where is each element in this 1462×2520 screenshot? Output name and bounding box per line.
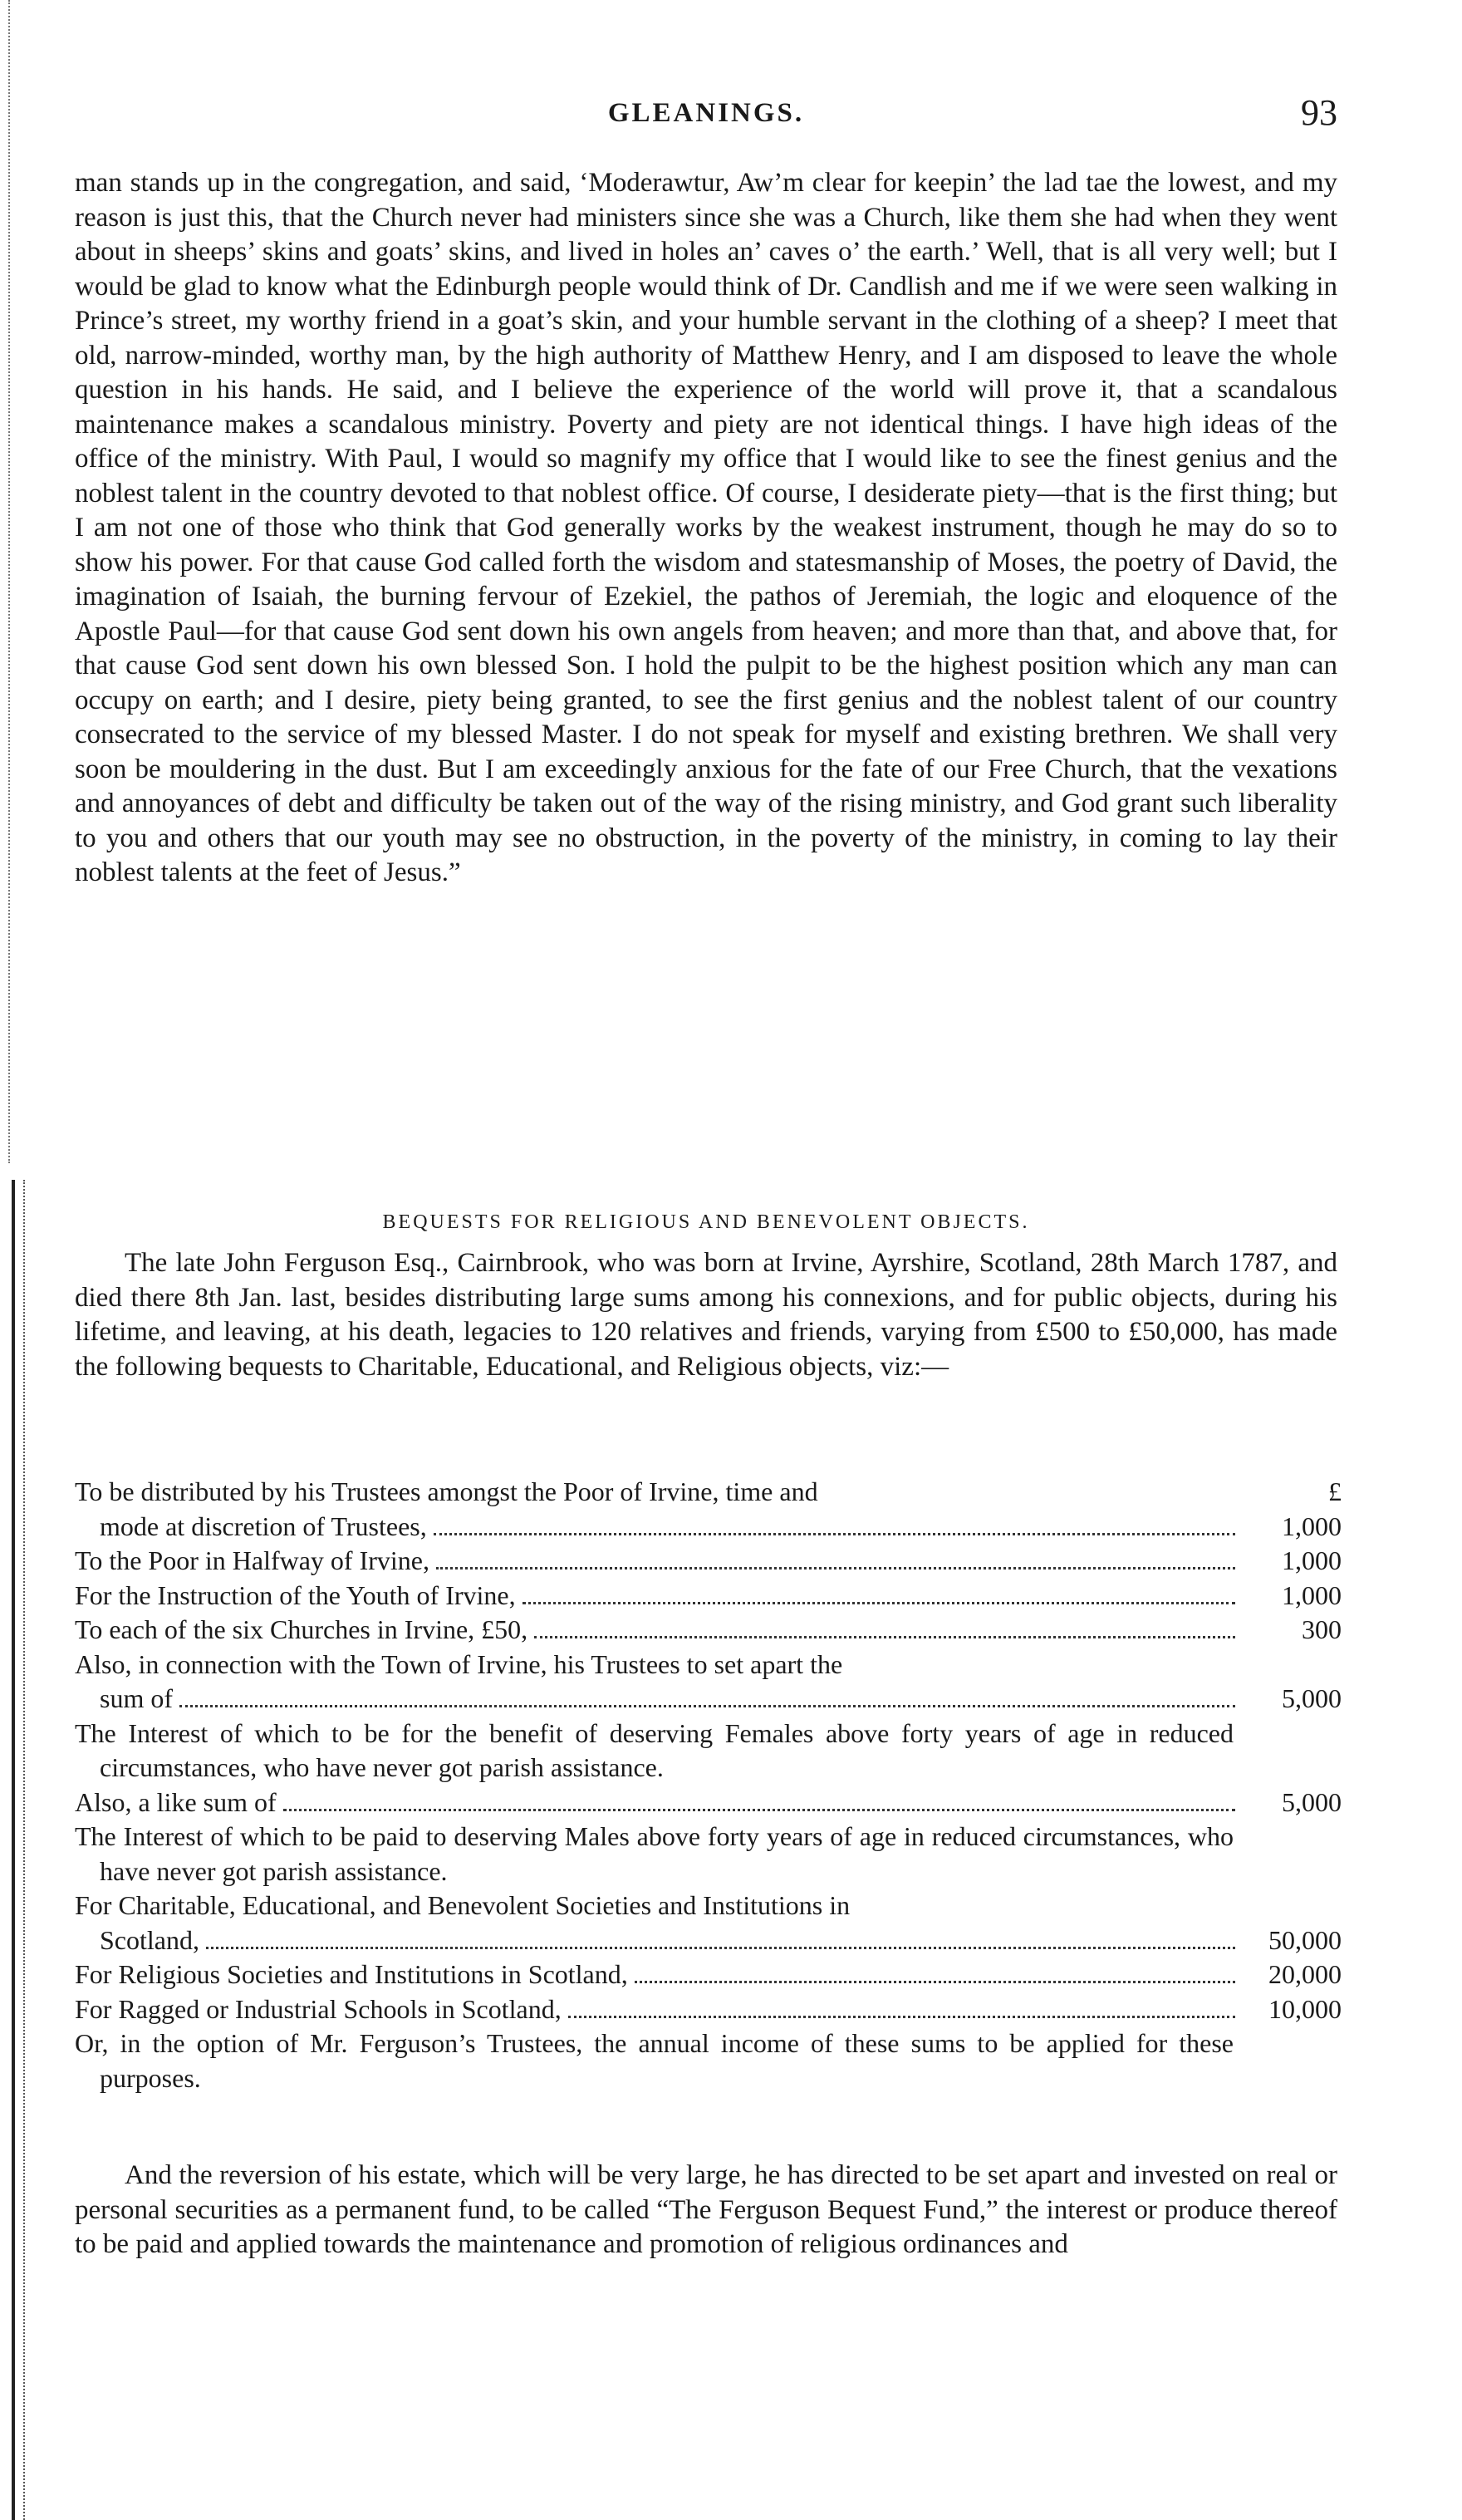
bequest-item bbox=[75, 1786, 1342, 1820]
bequest-text: For Charitable, Educational, and Benevolent Societies and Institutions in bbox=[75, 1890, 851, 1920]
bequest-item bbox=[75, 1613, 1342, 1648]
leader-dots bbox=[283, 1809, 1235, 1811]
bequest-item bbox=[75, 1475, 1342, 1544]
bequest-amount: 5,000 bbox=[1282, 1786, 1342, 1817]
bequest-text: For the Instruction of the Youth of Irvine, bbox=[75, 1579, 516, 1610]
bequest-item bbox=[75, 1992, 1342, 2027]
bequest-note: The Interest of which to be paid to deserving Males above forty years of age in reduced circumstances, who have never got parish assistance. bbox=[75, 1821, 1234, 1886]
bequest-amount: 1,000 bbox=[1282, 1545, 1342, 1575]
running-title: GLEANINGS. bbox=[607, 98, 805, 128]
bequest-amount: 50,000 bbox=[1268, 1924, 1342, 1955]
bequest-text: For Ragged or Industrial Schools in Scotland, bbox=[75, 1993, 562, 2024]
closing-paragraph: And the reversion of his estate, which will be very large, he has directed to be set apart and invested on real or personal securities as a permanent fund, to be called “The Ferguson Bequest Fund,” the interest or produce thereof to be paid and applied towards the maintenance and promotion of religious ordinances and bbox=[75, 2160, 1337, 2259]
page-header bbox=[75, 91, 1337, 141]
speech-text: man stands up in the congregation, and said, ‘Moderawtur, Aw’m clear for keepin’ the lad tae the lowest, and my reason is just this, that the Church never had ministers since she was a Church, like them she had when they went about in sheeps’ skins and goats’ skins, and lived in holes an’ caves o’ the earth.’ Well, that is all very well; but I would be glad to know what the Edinburgh people would think of Dr. Candlish and me if we were seen walking in Prince’s street, my worthy friend in a goat’s skin, and your humble servant in the clothing of a sheep? I meet that old, narrow-minded, worthy man, by the high authority of Matthew Henry, and I am disposed to leave the whole question in his hands. He said, and I believe the experience of the world will prove it, that a scandalous maintenance makes a scandalous ministry. Poverty and piety are not identical things. I have high ideas of the office of the ministry. With Paul, I would so magnify my office that I would like to see the finest genius and the noblest talent in the country devoted to that noblest office. Of course, I desiderate piety—that is the first thing; but I am not one of those who think that God generally works by the weakest instrument, though he may do so to show his power. For that cause God called forth the wisdom and statesmanship of Moses, the poetry of David, the imagination of Isaiah, the burning fervour of Ezekiel, the pathos of Jeremiah, the logic and eloquence of the Apostle Paul—for that cause God sent down his own angels from heaven; and more than that, and above that, for that cause God sent down his own blessed Son. I hold the pulpit to be the highest position which any man can occupy on earth; and I desire, piety being granted, to see the first genius and the noblest talent of our country consecrated to the service of my blessed Master. I do not speak for myself and existing brethren. We shall very soon be mouldering in the dust. But I am exceedingly anxious for the fate of our Free Church, that the vexations and annoyances of debt and difficulty be taken out of the way of the rising ministry, and God grant such liberality to you and others that our youth may see no obstruction, in the poverty of the ministry, in coming to lay their noblest talents at the feet of Jesus.” bbox=[75, 168, 1337, 887]
bequest-text: mode at discretion of Trustees, bbox=[100, 1511, 427, 1541]
bequest-text: To each of the six Churches in Irvine, £50, bbox=[75, 1614, 528, 1644]
bequest-text: Also, a like sum of bbox=[75, 1786, 277, 1817]
bequest-item bbox=[75, 1889, 1342, 1958]
bequest-text: To be distributed by his Trustees amongst the Poor of Irvine, time and bbox=[75, 1476, 818, 1506]
leader-dots bbox=[206, 1947, 1235, 1949]
bequest-note: Or, in the option of Mr. Ferguson’s Trustees, the annual income of these sums to be applied for these purposes. bbox=[75, 2028, 1234, 2093]
bequests-list bbox=[75, 1475, 1342, 2095]
bequest-amount: 1,000 bbox=[1282, 1579, 1342, 1610]
section-heading: BEQUESTS FOR RELIGIOUS AND BENEVOLENT OBJECTS. bbox=[382, 1211, 1030, 1233]
bequest-text: sum of bbox=[100, 1683, 173, 1713]
bequests-intro: The late John Ferguson Esq., Cairnbrook, who was born at Irvine, Ayrshire, Scotland, 28th March 1787, and died there 8th Jan. last, besides distributing large sums among his connexions, and for public objects, during his lifetime, and leaving, at his death, legacies to 120 relatives and friends, varying from £500 to £50,000, has made the following bequests to Charitable, Educational, and Religious objects, viz:— bbox=[75, 1248, 1337, 1382]
bequest-amount: 10,000 bbox=[1268, 1993, 1342, 2024]
leader-dots bbox=[568, 2016, 1235, 2018]
leader-dots bbox=[522, 1602, 1235, 1604]
binding-edge bbox=[12, 1180, 25, 2520]
leader-dots bbox=[434, 1533, 1235, 1535]
leader-dots bbox=[179, 1705, 1235, 1707]
bequest-text: For Religious Societies and Institutions in Scotland, bbox=[75, 1959, 628, 1989]
page-number: 93 bbox=[1301, 92, 1337, 133]
bequest-text: Scotland, bbox=[100, 1924, 199, 1955]
bequest-amount: 1,000 bbox=[1282, 1511, 1342, 1541]
bequest-item bbox=[75, 1648, 1342, 1717]
bequest-text: To the Poor in Halfway of Irvine, bbox=[75, 1545, 429, 1575]
body-paragraph bbox=[75, 166, 1337, 891]
leader-dots bbox=[436, 1567, 1235, 1569]
bequest-amount: 5,000 bbox=[1282, 1683, 1342, 1713]
bequest-item bbox=[75, 1544, 1342, 1579]
leader-dots bbox=[635, 1981, 1235, 1983]
bequest-amount: 300 bbox=[1302, 1614, 1342, 1644]
leader-dots bbox=[534, 1636, 1235, 1638]
bequest-amount: 20,000 bbox=[1268, 1959, 1342, 1989]
bequest-text: Also, in connection with the Town of Irvine, his Trustees to set apart the bbox=[75, 1648, 843, 1679]
currency-symbol: £ bbox=[1328, 1476, 1342, 1506]
bequest-item bbox=[75, 1579, 1342, 1614]
binding-edge-top bbox=[8, 0, 17, 1163]
bequest-item bbox=[75, 1958, 1342, 1992]
bequest-note: The Interest of which to be for the benefit of deserving Females above forty years of age in reduced circumstances, who have never got parish assistance. bbox=[75, 1717, 1234, 1782]
